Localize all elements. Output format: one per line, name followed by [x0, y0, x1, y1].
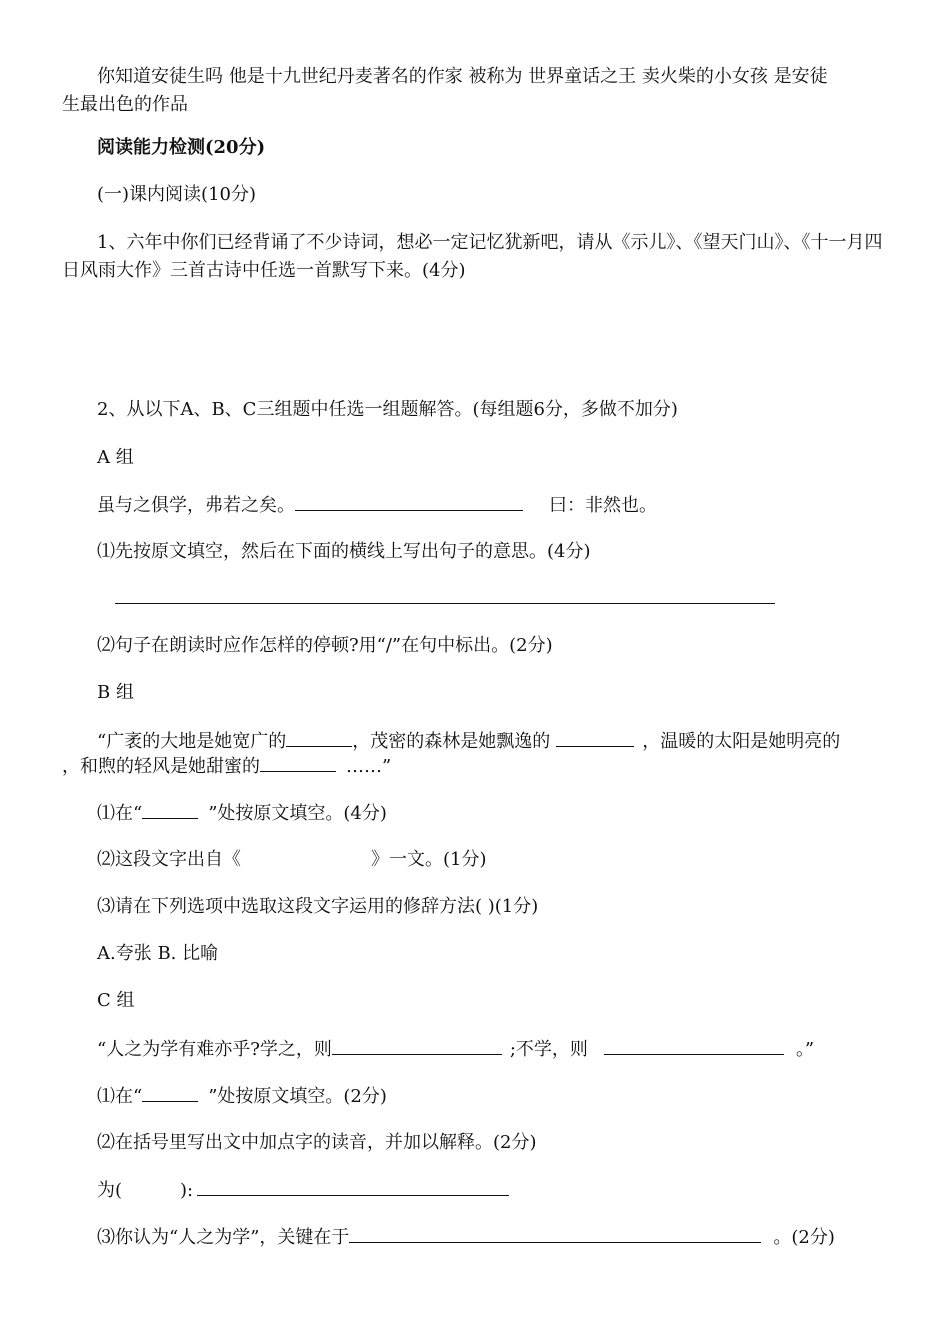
group-c-item-2-pre: 为(: [97, 1180, 123, 1201]
question-1-line-2: 日风雨大作》三首古诗中任选一首默写下来。(4分): [62, 260, 466, 281]
group-c-item-1: [97, 1083, 387, 1110]
group-c-item-1-blank[interactable]: [142, 1083, 198, 1102]
group-b-item-3: ⑶请在下列选项中选取这段文字运用的修辞方法( )(1分): [97, 896, 539, 917]
intro-line-2: 生最出色的作品: [62, 94, 188, 115]
intro-line-1: 你知道安徒生吗 他是十九世纪丹麦著名的作家 被称为 世界童话之王 卖火柴的小女孩 是安徒: [97, 66, 828, 87]
group-b-item-1-post: ”处按原文填空。(4分): [208, 803, 387, 824]
group-b-item-1-pre: ⑴在“: [97, 803, 143, 824]
group-c-passage: [97, 1036, 814, 1063]
group-b-label: B 组: [97, 682, 134, 703]
group-c-item-3: [97, 1224, 835, 1251]
group-c-item-1-pre: ⑴在“: [97, 1086, 143, 1107]
question-1-line-1: 1、六年中你们已经背诵了不少诗词，想必一定记忆犹新吧，请从《示儿》、《望天门山》、《十一月四: [97, 232, 883, 253]
group-b-item-1-blank[interactable]: [142, 800, 198, 819]
group-c-item-2-post: ):: [180, 1180, 194, 1201]
group-a-answer-line[interactable]: [115, 603, 775, 604]
group-b-blank-1[interactable]: [286, 728, 352, 747]
group-a-sentence-pre: 虽与之俱学，弗若之矣。: [97, 495, 295, 516]
group-b-passage-b: ，茂密的森林是她飘逸的: [352, 731, 551, 752]
group-b-item-2-pre: ⑵这段文字出自《: [97, 849, 241, 870]
group-c-item-2: ⑵在括号里写出文中加点字的读音，并加以解释。(2分): [97, 1132, 537, 1153]
group-c-item-3-pre: ⑶你认为“人之为学”，关键在于: [97, 1227, 350, 1248]
group-c-item-3-post: 。(2分): [773, 1227, 835, 1248]
group-b-passage-line-2: [62, 753, 391, 780]
group-c-blank-1[interactable]: [332, 1036, 502, 1055]
question-2-title: 2、从以下A、B、C三组题中任选一组题解答。(每组题6分，多做不加分): [97, 399, 678, 420]
group-b-item-2-post: 》一文。(1分): [371, 849, 487, 870]
group-a-sentence: [97, 492, 657, 519]
group-b-options: A.夸张 B. 比喻: [97, 943, 219, 964]
group-a-blank[interactable]: [295, 492, 523, 511]
group-a-sentence-post: 曰：非然也。: [549, 495, 657, 516]
group-c-label: C 组: [97, 990, 135, 1011]
group-c-blank-2[interactable]: [604, 1036, 784, 1055]
group-c-item-2-answer: [97, 1177, 509, 1204]
group-b-passage-line-1: [97, 728, 840, 755]
group-b-item-2: [97, 847, 487, 873]
group-b-item-1: [97, 800, 387, 827]
group-b-passage-d: ，和煦的轻风是她甜蜜的: [62, 756, 260, 777]
subsection-title: (一)课内阅读(10分): [97, 184, 256, 205]
group-b-blank-2[interactable]: [556, 728, 634, 747]
group-c-passage-c: 。”: [795, 1039, 815, 1060]
group-b-passage-c: ，温暖的太阳是她明亮的: [642, 731, 841, 752]
section-title: 阅读能力检测(20分): [97, 137, 266, 158]
group-a-item-2: ⑵句子在朗读时应作怎样的停顿?用“/”在句中标出。(2分): [97, 635, 553, 656]
group-a-item-1: ⑴先按原文填空，然后在下面的横线上写出句子的意思。(4分): [97, 541, 591, 562]
group-c-item-3-blank[interactable]: [349, 1224, 761, 1243]
group-c-passage-a: “人之为学有难亦乎?学之，则: [97, 1039, 332, 1060]
group-c-item-1-post: ”处按原文填空。(2分): [208, 1086, 387, 1107]
group-a-label: A 组: [97, 447, 134, 468]
group-b-passage-e: ……”: [346, 756, 392, 777]
group-c-explanation-blank[interactable]: [197, 1177, 509, 1196]
group-b-blank-3[interactable]: [260, 753, 336, 772]
group-c-passage-b: ;不学，则: [509, 1039, 588, 1060]
group-b-passage-a: “广袤的大地是她宽广的: [97, 731, 287, 752]
